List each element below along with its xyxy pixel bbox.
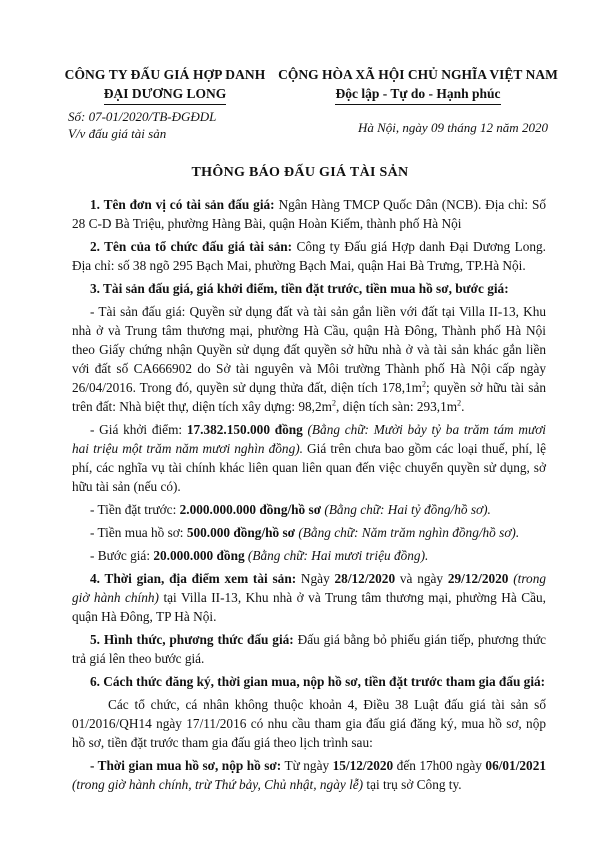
- deposit-label: - Tiền đặt trước:: [90, 502, 180, 517]
- schedule: [72, 756, 546, 794]
- section-3-heading: [72, 279, 546, 298]
- section-4-text: và ngày: [395, 571, 448, 586]
- asset-text-d: .: [461, 399, 465, 414]
- superscript: 2: [422, 379, 427, 389]
- superscript: 2: [457, 398, 462, 408]
- section-6-heading: [72, 672, 546, 691]
- section-2: [72, 237, 546, 275]
- document-title: THÔNG BÁO ĐẤU GIÁ TÀI SẢN: [191, 165, 409, 180]
- dossier-fee-value: 500.000 đồng/hồ sơ: [186, 525, 296, 540]
- starting-price-value: 17.382.150.000 đồng: [186, 422, 303, 437]
- schedule-note: (trong giờ hành chính, trừ Thứ bảy, Chủ nhật, ngày lễ): [72, 777, 364, 792]
- company-name: CÔNG TY ĐẤU GIÁ HỢP DANH: [64, 67, 266, 82]
- section-5: [72, 630, 546, 668]
- deposit-value: 2.000.000.000 đồng/hồ sơ: [179, 502, 322, 517]
- dossier-fee-label: - Tiền mua hồ sơ:: [90, 525, 187, 540]
- superscript: 2: [331, 398, 336, 408]
- dossier-fee: [72, 523, 546, 542]
- asset-text-b: ; quyền sở hữu tài sản trên đất: Nhà biệt thự, diện tích xây dựng: 98,2m: [72, 380, 546, 414]
- section-1: [72, 195, 546, 233]
- document-date: Hà Nội, ngày 09 tháng 12 năm 2020: [358, 120, 548, 135]
- dossier-fee-words: (Bằng chữ: Năm trăm nghìn đồng/hồ sơ).: [295, 525, 520, 540]
- schedule-end-date: 06/01/2021: [485, 758, 546, 773]
- price-step-value: 20.000.000 đồng: [153, 548, 245, 563]
- national-title: CỘNG HÒA XÃ HỘI CHỦ NGHĨA VIỆT NAM: [278, 67, 558, 82]
- document-reference: [68, 108, 216, 142]
- section-4-text: Ngày: [296, 571, 335, 586]
- national-header: [268, 66, 568, 105]
- starting-price-words: (Bằng chữ: Mười bảy tỷ ba trăm tám mươi hai triệu một trăm năm mươi nghìn đồng).: [72, 422, 546, 456]
- starting-price-note: Giá trên chưa bao gồm các loại thuế, phí, lệ phí, các nghĩa vụ tài chính khác liên quan liên quan đến việc chuyển quyền sử dụng, sở hữu tài sản (nếu có).: [72, 441, 546, 494]
- section-4-label: 4. Thời gian, địa điểm xem tài sản:: [90, 571, 297, 586]
- section-4: [72, 569, 546, 626]
- price-step: [72, 546, 546, 565]
- schedule-text: Từ ngày: [281, 758, 333, 773]
- national-motto: Độc lập - Tự do - Hạnh phúc: [335, 85, 500, 105]
- price-step-label: - Bước giá:: [90, 548, 154, 563]
- schedule-label: - Thời gian mua hồ sơ, nộp hồ sơ:: [90, 758, 282, 773]
- document-body: [72, 195, 546, 798]
- section-4-location: tại Villa II-13, Khu nhà ở và Trung tâm thương mại, phường Hà Cầu, quận Hà Đông, TP Hà Nội.: [72, 590, 546, 624]
- reference-subject: V/v đấu giá tài sản: [68, 126, 167, 141]
- section-5-text: Đấu giá bằng bỏ phiếu gián tiếp, phương thức trả giá lên theo bước giá.: [72, 632, 546, 666]
- schedule-start-date: 15/12/2020: [332, 758, 394, 773]
- asset-text-c: , diện tích sàn: 293,1m: [335, 399, 458, 414]
- deposit: [72, 500, 546, 519]
- schedule-text: đến 17h00 ngày: [393, 758, 486, 773]
- starting-price: [72, 420, 546, 496]
- schedule-location: tại trụ sở Công ty.: [363, 777, 462, 792]
- section-2-text: Công ty Đấu giá Hợp danh Đại Dương Long. Địa chỉ: số 38 ngõ 295 Bạch Mai, phường Bạch Mai, quận Hai Bà Trưng, TP.Hà Nội.: [72, 239, 546, 273]
- reference-number: Số: 07-01/2020/TB-ĐGĐDL: [68, 109, 217, 124]
- company-name-line2: ĐẠI DƯƠNG LONG: [104, 85, 227, 105]
- section-1-text: Ngân Hàng TMCP Quốc Dân (NCB). Địa chỉ: Số 28 C-D Bà Triệu, phường Hàng Bài, quận Hoàn Kiếm, thành phố Hà Nội: [72, 197, 547, 231]
- asset-description: [72, 302, 546, 416]
- asset-text-a: - Tài sản đấu giá: Quyền sử dụng đất và tài sản gắn liền với đất tại Villa II-13, Khu nhà ở và Trung tâm thương mại, phường Hà Cầu, quận Hà Đông, Thành phố Hà Nội theo Giấy chứng nhận Quyền sử dụng đất quyền sở hữu nhà ở và tài sản khác gắn liền với đất số CA666902 do Sở tài nguyên và Môi trường Thành phố Hà Nội cấp ngày 26/04/2016. Trong đó, quyền sử dụng thửa đất, diện tích 178,1m: [72, 304, 546, 395]
- viewing-date-1: 28/12/2020: [334, 571, 396, 586]
- section-6-label: 6. Cách thức đăng ký, thời gian mua, nộp hồ sơ, tiền đặt trước tham gia đấu giá:: [90, 674, 546, 689]
- section-5-label: 5. Hình thức, phương thức đấu giá:: [90, 632, 294, 647]
- section-6-text: Các tổ chức, cá nhân không thuộc khoản 4, Điều 38 Luật đấu giá tài sản số 01/2016/QH14 ngày 17/11/2016 có nhu cầu tham gia đấu giá đăng ký, mua hồ sơ, nộp hồ sơ, tiền đặt trước tham gia đấu giá theo lịch trình sau:: [72, 697, 546, 750]
- section-4-note: (trong giờ hành chính): [72, 571, 546, 605]
- section-2-label: 2. Tên của tổ chức đấu giá tài sản:: [90, 239, 293, 254]
- section-3-label: 3. Tài sản đấu giá, giá khởi điểm, tiền đặt trước, tiền mua hồ sơ, bước giá:: [90, 281, 509, 296]
- price-step-words: (Bằng chữ: Hai mươi triệu đồng).: [244, 548, 429, 563]
- section-1-label: 1. Tên đơn vị có tài sản đấu giá:: [90, 197, 275, 212]
- deposit-words: (Bằng chữ: Hai tỷ đồng/hồ sơ).: [321, 502, 491, 517]
- starting-price-label: - Giá khởi điểm:: [90, 422, 187, 437]
- viewing-date-2: 29/12/2020: [447, 571, 509, 586]
- company-header: [40, 66, 290, 105]
